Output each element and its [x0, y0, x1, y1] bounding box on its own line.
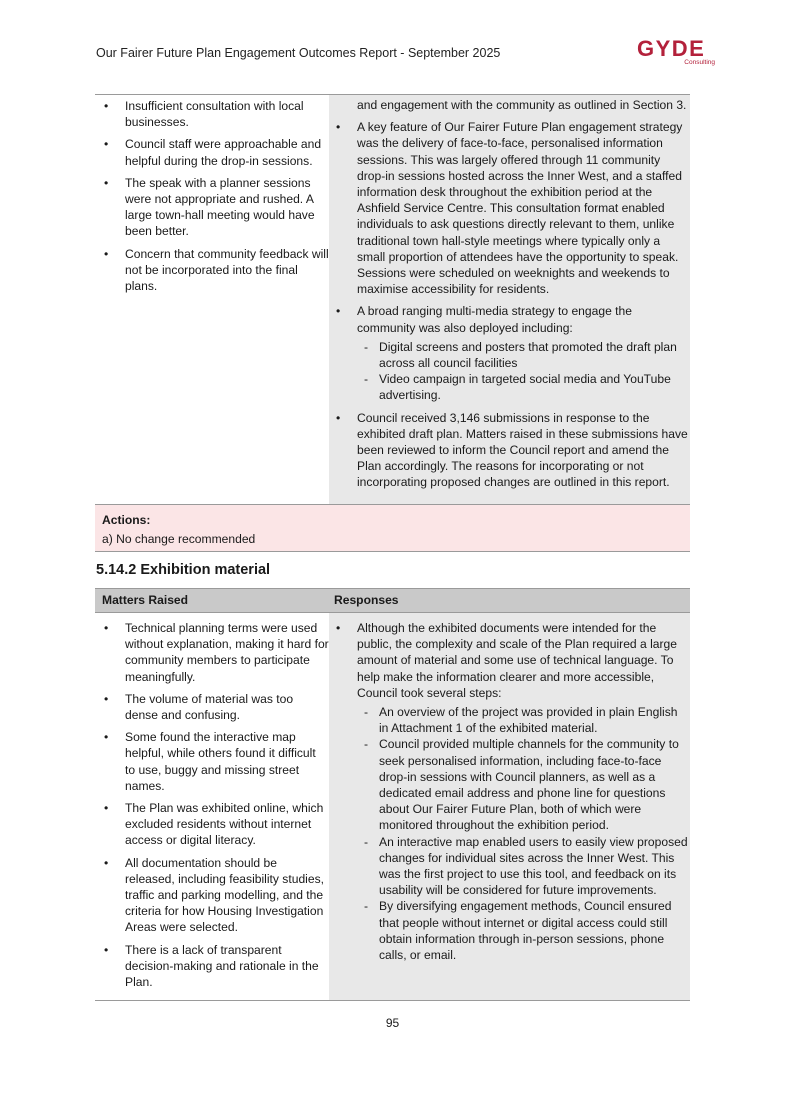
- matters-table-continued: [95, 94, 690, 504]
- list-item: • Some found the interactive map helpful, while others found it difficult to use, buggy and missing street names.: [102, 729, 329, 794]
- responses-cell: [329, 613, 690, 1000]
- list-item: • A key feature of Our Fairer Future Plan engagement strategy was the delivery of face-to-face, personalised information sessions. This was largely offered through 11 community drop-in sessions hosted across the Inner West, and a staffed information desk throughout the exhibition period at the Ashfield Service Centre. This consultation format enabled individuals to ask questions directly relevant to them, unlike traditional town hall-style meetings where typically only a small proportion of attendees have the opportunity to speak. Sessions were scheduled on weeknights and weekends to maximise accessibility for residents.: [334, 119, 690, 297]
- list-item: • Council staff were approachable and helpful during the drop-in sessions.: [102, 136, 329, 168]
- column-header-matters: Matters Raised: [95, 589, 329, 612]
- responses-list: [334, 119, 690, 490]
- table-row: [95, 94, 690, 504]
- response-continued-text: and engagement with the community as outlined in Section 3.: [357, 98, 687, 112]
- responses-list: [334, 620, 690, 963]
- sub-list-item: - An interactive map enabled users to easily view proposed changes for individual sites across the Inner West. This was the first project to use this tool, and feedback on its usability will be considered for future improvements.: [357, 834, 690, 899]
- matters-cell: [95, 613, 329, 1000]
- list-item: • Concern that community feedback will not be incorporated into the final plans.: [102, 246, 329, 295]
- responses-cell: [329, 95, 690, 504]
- list-item: • There is a lack of transparent decision-making and rationale in the Plan.: [102, 942, 329, 991]
- exhibition-material-table: [95, 588, 690, 1001]
- sub-list: [357, 704, 690, 963]
- list-item: • The volume of material was too dense and confusing.: [102, 691, 329, 723]
- matters-cell: [95, 95, 329, 504]
- list-item: • The Plan was exhibited online, which excluded residents without internet access or digital literacy.: [102, 800, 329, 849]
- table-row: [95, 613, 690, 1001]
- sub-list-item: - Council provided multiple channels for the community to seek personalised information, including face-to-face drop-in sessions with Council planners, as well as a dedicated email address and phone line for questions about Our Fairer Future Plan, both of which were monitored throughout the exhibition period.: [357, 736, 690, 833]
- column-header-responses: Responses: [329, 589, 690, 612]
- logo-subtitle: Consulting: [684, 59, 715, 66]
- list-item: • The speak with a planner sessions were not appropriate and rushed. A large town-hall meeting would have been better.: [102, 175, 329, 240]
- actions-box: [95, 504, 690, 552]
- sub-list-item: - An overview of the project was provided in plain English in Attachment 1 of the exhibited material.: [357, 704, 690, 736]
- response-text: Although the exhibited documents were intended for the public, the complexity and scale of the Plan required a large amount of material and some use of technical language. To help make the information clearer and more accessible, Council took several steps:: [357, 621, 678, 700]
- sub-list-item: - By diversifying engagement methods, Council ensured that people without internet or digital access could still obtain information through in-person sessions, phone calls, or email.: [357, 898, 690, 963]
- logo-word: GYDE: [637, 36, 706, 61]
- list-item: • Insufficient consultation with local businesses.: [102, 98, 329, 130]
- list-item: • Council received 3,146 submissions in response to the exhibited draft plan. Matters raised in these submissions have been reviewed to inform the Council report and amend the Plan accordingly. The reasons for incorporating or not incorporating proposed changes are outlined in this report.: [334, 410, 690, 491]
- list-item: • All documentation should be released, including feasibility studies, traffic and parking modelling, and the criteria for how Housing Investigation Areas were selected.: [102, 855, 329, 936]
- section-heading: 5.14.2 Exhibition material: [96, 562, 271, 578]
- table-header-row: [95, 588, 690, 613]
- sub-list: [357, 339, 690, 404]
- actions-text: a) No change recommended: [102, 532, 256, 546]
- list-item: [334, 620, 690, 963]
- list-item: [334, 303, 690, 403]
- report-header-title: Our Fairer Future Plan Engagement Outcomes Report - September 2025: [96, 46, 501, 60]
- sub-list-item: - Video campaign in targeted social media and YouTube advertising.: [357, 371, 690, 403]
- matters-list: [102, 620, 329, 990]
- gyde-logo: [637, 38, 727, 68]
- list-item: • Technical planning terms were used without explanation, making it hard for community members to participate meaningfully.: [102, 620, 329, 685]
- sub-list-item: - Digital screens and posters that promoted the draft plan across all council facilities: [357, 339, 690, 371]
- response-text: A broad ranging multi-media strategy to engage the community was also deployed including:: [357, 304, 632, 335]
- page-number: 95: [385, 1016, 400, 1030]
- actions-label: Actions:: [102, 513, 151, 527]
- matters-list: [102, 98, 329, 294]
